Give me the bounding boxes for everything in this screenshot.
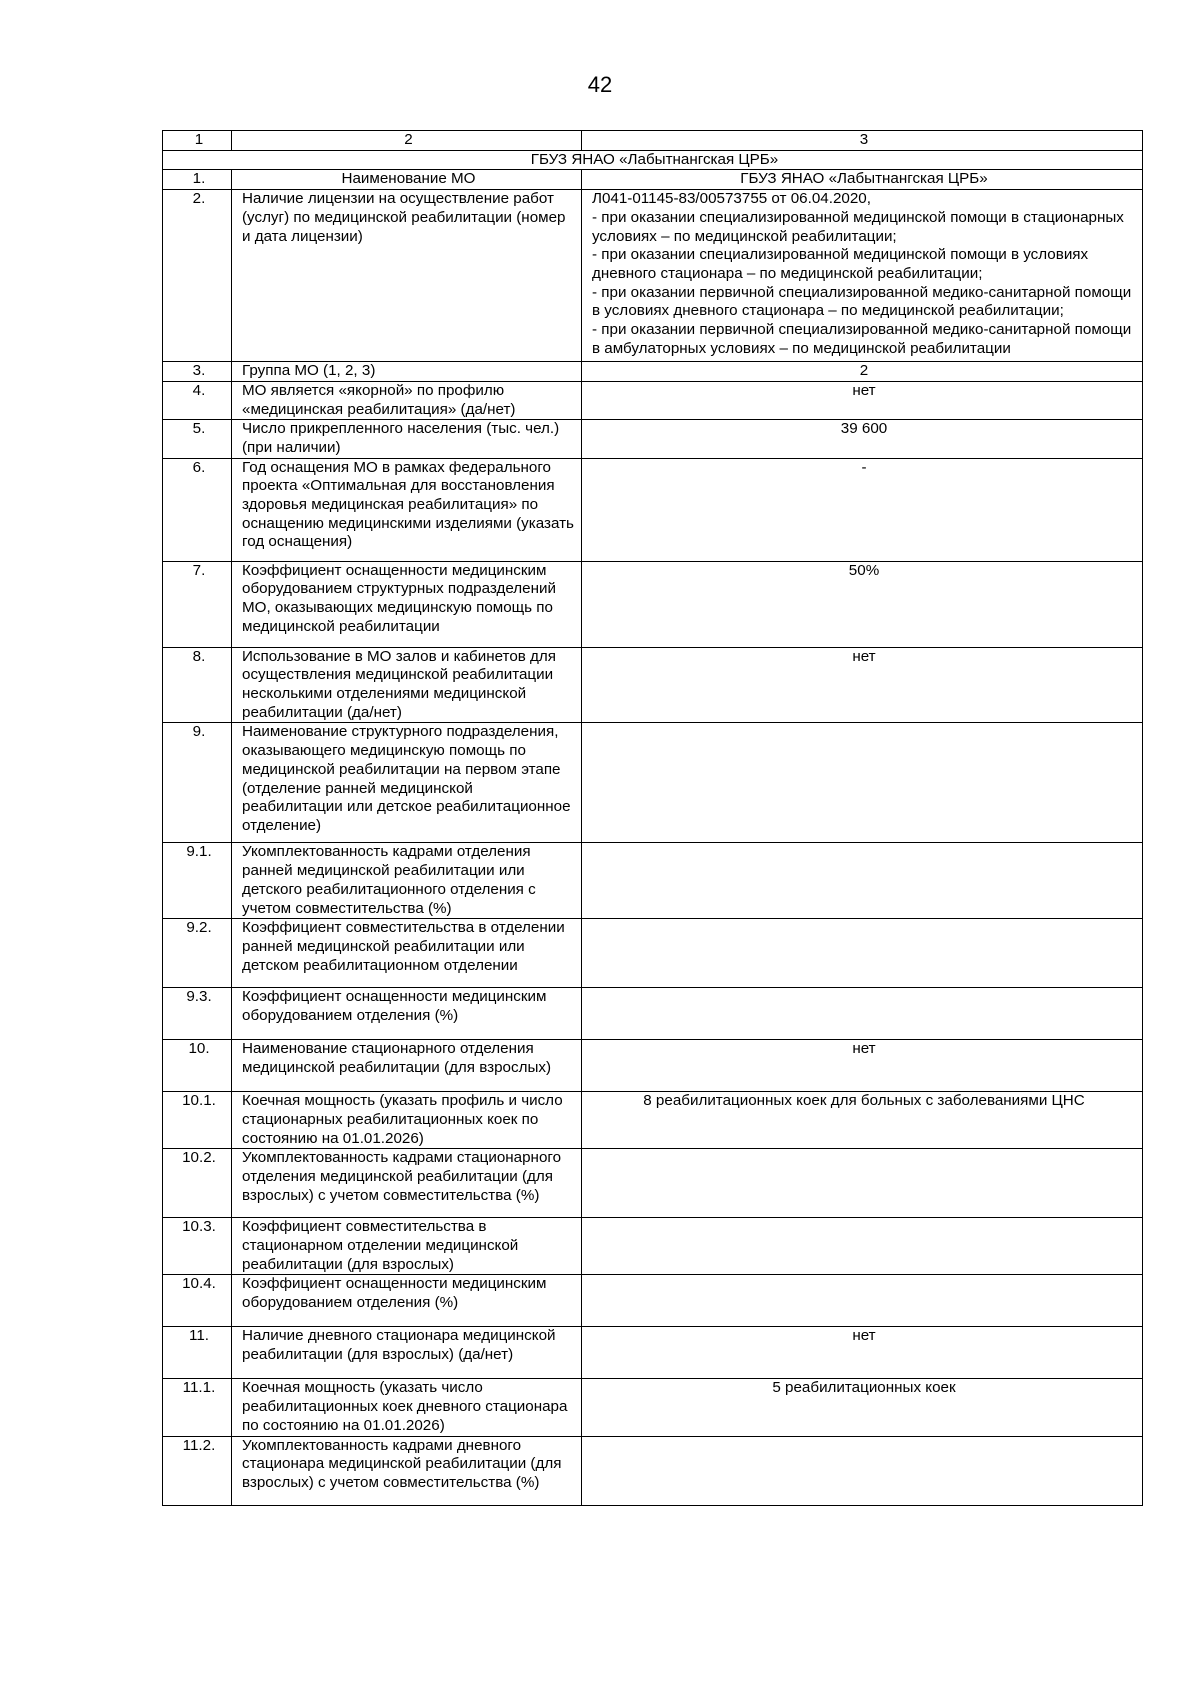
row-label: Наименование стационарного отделения медицинской реабилитации (для взрослых) — [232, 1040, 582, 1092]
row-value: нет — [582, 1040, 1143, 1092]
table-row — [163, 1040, 1143, 1092]
row-label: Укомплектованность кадрами отделения ранней медицинской реабилитации или детского реабилитационного отделения с учетом совместительства (%) — [232, 843, 582, 919]
row-number: 9. — [163, 723, 232, 843]
row-label: Число прикрепленного населения (тыс. чел.) (при наличии) — [232, 420, 582, 458]
row-value: ГБУЗ ЯНАО «Лабытнангская ЦРБ» — [582, 170, 1143, 190]
row-label: Коэффициент совместительства в стационарном отделении медицинской реабилитации (для взрослых) — [232, 1218, 582, 1275]
section-title-row — [163, 150, 1143, 170]
row-value — [582, 988, 1143, 1040]
table-row — [163, 843, 1143, 919]
row-label: Использование в МО залов и кабинетов для осуществления медицинской реабилитации несколькими отделениями медицинской реабилитации (да/нет) — [232, 647, 582, 723]
row-value — [582, 723, 1143, 843]
table-row — [163, 723, 1143, 843]
row-value: 5 реабилитационных коек — [582, 1379, 1143, 1436]
row-label: Наличие дневного стационара медицинской реабилитации (для взрослых) (да/нет) — [232, 1327, 582, 1379]
row-label: МО является «якорной» по профилю «медицинская реабилитация» (да/нет) — [232, 381, 582, 419]
row-number: 10.4. — [163, 1275, 232, 1327]
license-line: - при оказании специализированной медицинской помощи в стационарных условиях – по медицинской реабилитации; — [592, 208, 1124, 245]
row-number: 1. — [163, 170, 232, 190]
row-value — [582, 1218, 1143, 1275]
table-row — [163, 1327, 1143, 1379]
row-value: - — [582, 458, 1143, 561]
section-title: ГБУЗ ЯНАО «Лабытнангская ЦРБ» — [163, 150, 1143, 170]
row-value: 50% — [582, 561, 1143, 647]
row-value — [582, 919, 1143, 988]
row-value — [582, 1149, 1143, 1218]
row-number: 3. — [163, 362, 232, 382]
license-line: - при оказании специализированной медицинской помощи в условиях дневного стационара – по медицинской реабилитации; — [592, 246, 1089, 282]
row-number: 5. — [163, 420, 232, 458]
table-row — [163, 1149, 1143, 1218]
row-number: 9.3. — [163, 988, 232, 1040]
license-line: - при оказании первичной специализированной медико-санитарной помощи в амбулаторных условиях – по медицинской реабилитации — [592, 321, 1132, 357]
license-line: Л041-01145-83/00573755 от 06.04.2020, — [592, 190, 871, 208]
row-number: 10.2. — [163, 1149, 232, 1218]
rehabilitation-table — [162, 130, 1143, 1506]
table-row — [163, 170, 1143, 190]
table-row — [163, 362, 1143, 382]
column-number-row — [163, 131, 1143, 151]
column-number-1: 1 — [163, 131, 232, 151]
row-label: Коэффициент совместительства в отделении ранней медицинской реабилитации или детском реабилитационном отделении — [232, 919, 582, 988]
row-label: Группа МО (1, 2, 3) — [232, 362, 582, 382]
row-value: нет — [582, 1327, 1143, 1379]
row-value: 39 600 — [582, 420, 1143, 458]
row-label: Наименование структурного подразделения, оказывающего медицинскую помощь по медицинской реабилитации на первом этапе (отделение ранней медицинской реабилитации или детское реабилитационное отделение) — [232, 723, 582, 843]
row-number: 10. — [163, 1040, 232, 1092]
row-number: 9.1. — [163, 843, 232, 919]
row-value — [582, 843, 1143, 919]
table-row — [163, 1436, 1143, 1505]
row-label: Укомплектованность кадрами стационарного отделения медицинской реабилитации (для взрослых) с учетом совместительства (%) — [232, 1149, 582, 1218]
row-value: нет — [582, 647, 1143, 723]
table-row — [163, 647, 1143, 723]
table-row — [163, 1218, 1143, 1275]
row-number: 4. — [163, 381, 232, 419]
row-number: 7. — [163, 561, 232, 647]
row-value: 2 — [582, 362, 1143, 382]
column-number-2: 2 — [232, 131, 582, 151]
table-row — [163, 1379, 1143, 1436]
row-number: 9.2. — [163, 919, 232, 988]
table-row — [163, 381, 1143, 419]
row-label: Укомплектованность кадрами дневного стационара медицинской реабилитации (для взрослых) с учетом совместительства (%) — [232, 1436, 582, 1505]
row-number: 10.3. — [163, 1218, 232, 1275]
table-row — [163, 919, 1143, 988]
row-value — [582, 1275, 1143, 1327]
table-row — [163, 1092, 1143, 1149]
row-value — [582, 190, 1143, 362]
row-label: Коечная мощность (указать число реабилитационных коек дневного стационара по состоянию на 01.01.2026) — [232, 1379, 582, 1436]
row-number: 8. — [163, 647, 232, 723]
row-number: 10.1. — [163, 1092, 232, 1149]
row-number: 11. — [163, 1327, 232, 1379]
row-label: Наименование МО — [232, 170, 582, 190]
row-label: Коэффициент оснащенности медицинским оборудованием структурных подразделений МО, оказывающих медицинскую помощь по медицинской реабилитации — [232, 561, 582, 647]
row-number: 11.1. — [163, 1379, 232, 1436]
table-row — [163, 190, 1143, 362]
column-number-3: 3 — [582, 131, 1143, 151]
row-number: 6. — [163, 458, 232, 561]
row-label: Наличие лицензии на осуществление работ (услуг) по медицинской реабилитации (номер и дата лицензии) — [232, 190, 582, 362]
row-number: 11.2. — [163, 1436, 232, 1505]
table-row — [163, 988, 1143, 1040]
row-label: Год оснащения МО в рамках федерального проекта «Оптимальная для восстановления здоровья медицинская реабилитация» по оснащению медицинскими изделиями (указать год оснащения) — [232, 458, 582, 561]
table-row — [163, 458, 1143, 561]
table-row — [163, 420, 1143, 458]
row-value — [582, 1436, 1143, 1505]
page-number: 42 — [587, 72, 613, 97]
table-row — [163, 561, 1143, 647]
row-number: 2. — [163, 190, 232, 362]
row-value: нет — [582, 381, 1143, 419]
row-label: Коэффициент оснащенности медицинским оборудованием отделения (%) — [232, 988, 582, 1040]
row-value: 8 реабилитационных коек для больных с заболеваниями ЦНС — [582, 1092, 1143, 1149]
license-line: - при оказании первичной специализированной медико-санитарной помощи в условиях дневного стационара – по медицинской реабилитации; — [592, 283, 1132, 320]
row-label: Коечная мощность (указать профиль и число стационарных реабилитационных коек по состоянию на 01.01.2026) — [232, 1092, 582, 1149]
table-row — [163, 1275, 1143, 1327]
row-label: Коэффициент оснащенности медицинским оборудованием отделения (%) — [232, 1275, 582, 1327]
